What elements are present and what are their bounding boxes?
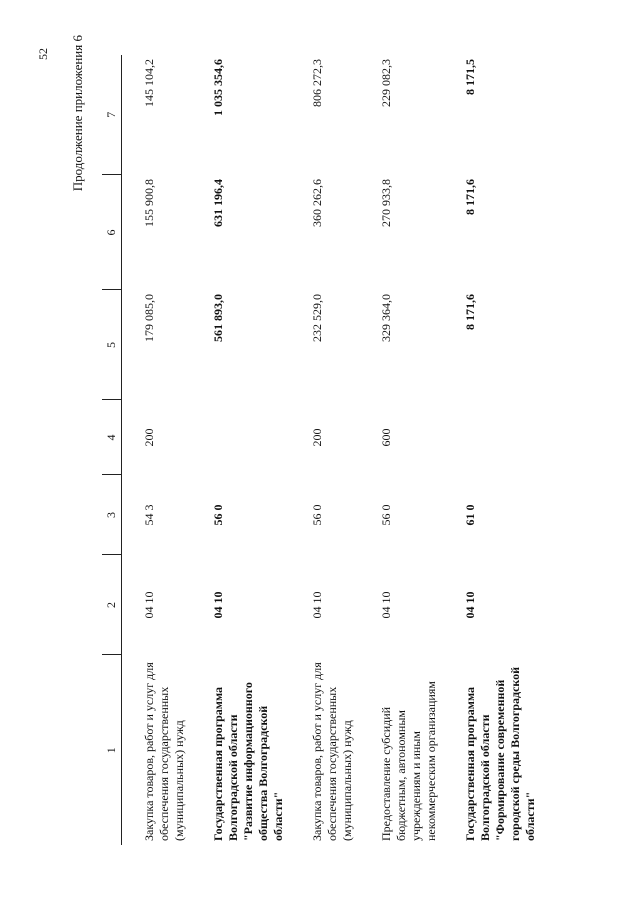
row-value-cell: 631 196,4: [211, 179, 225, 227]
row-name-cell: Предоставление субсидий бюджетным, автономным учреждениям и иным некоммерческим организациям: [379, 681, 438, 841]
table-row: [122, 55, 192, 845]
row-value-cell: 8 171,5: [463, 59, 477, 95]
row-value-cell: 04 10: [142, 591, 156, 619]
row-value-cell: 04 10: [310, 591, 324, 619]
row-value-cell: 232 529,0: [310, 294, 324, 342]
table-row: [290, 55, 359, 845]
row-name-cell: Государственная программа Волгоградской области "Формирование современной городской среды Волгоградской области": [463, 666, 537, 841]
row-value-cell: 270 933,8: [379, 179, 393, 227]
row-value-cell: 04 10: [379, 591, 393, 619]
row-value-cell: 1 035 354,6: [211, 59, 225, 116]
page-number: 52: [36, 48, 50, 60]
row-value-cell: 61 0: [463, 504, 477, 526]
column-header: 3: [102, 475, 122, 555]
column-header: 6: [102, 175, 122, 290]
row-value-cell: 600: [379, 428, 393, 447]
continuation-label: Продолжение приложения 6: [70, 35, 85, 192]
row-value-cell: 56 0: [379, 504, 393, 526]
table-row: [191, 55, 290, 845]
row-value-cell: 360 262,6: [310, 179, 324, 227]
row-value-cell: 56 0: [211, 504, 225, 526]
row-value-cell: 04 10: [463, 591, 477, 619]
row-value-cell: 200: [310, 428, 324, 447]
row-value-cell: 56 0: [310, 504, 324, 526]
row-value-cell: 8 171,6: [463, 179, 477, 215]
row-value-cell: 54 3: [142, 504, 156, 526]
row-name-cell: Государственная программа Волгоградской области "Развитие информационного общества Волгоградской области": [211, 682, 285, 841]
row-value-cell: [191, 400, 290, 475]
row-name-cell: Закупка товаров, работ и услуг для обеспечения государственных (муниципальных) нужд: [310, 662, 354, 841]
row-value-cell: 145 104,2: [142, 59, 156, 107]
row-value-cell: 229 082,3: [379, 59, 393, 107]
row-value-cell: 561 893,0: [211, 294, 225, 342]
column-header: 4: [102, 400, 122, 475]
row-value-cell: 8 171,6: [463, 294, 477, 330]
row-name-cell: Закупка товаров, работ и услуг для обеспечения государственных (муниципальных) нужд: [142, 662, 186, 841]
column-header: 2: [102, 555, 122, 655]
table-row: [443, 55, 542, 845]
row-value-cell: 200: [142, 428, 156, 447]
row-value-cell: 04 10: [211, 591, 225, 619]
row-value-cell: 806 272,3: [310, 59, 324, 107]
column-number-row: [102, 55, 122, 845]
row-value-cell: 155 900,8: [142, 179, 156, 227]
row-value-cell: 329 364,0: [379, 294, 393, 342]
row-value-cell: 179 085,0: [142, 294, 156, 342]
column-header: 7: [102, 55, 122, 175]
budget-table: [102, 55, 542, 845]
table-row: [359, 55, 443, 845]
column-header: 5: [102, 290, 122, 400]
row-value-cell: [443, 400, 542, 475]
column-header: 1: [102, 655, 122, 845]
